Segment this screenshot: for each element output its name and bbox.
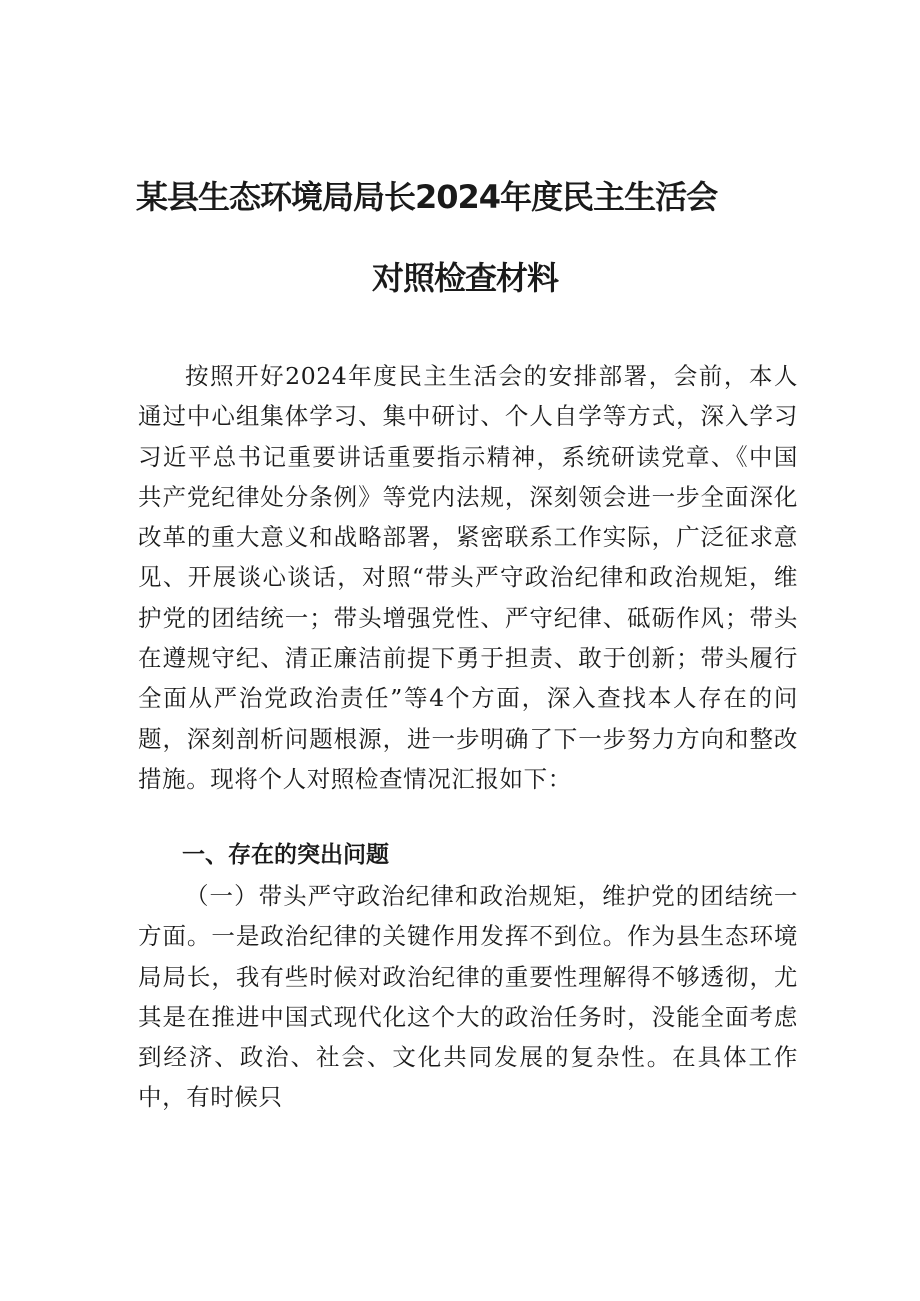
document-title-line-2: 对照检查材料 bbox=[372, 259, 559, 297]
intro-paragraph: 按照开好2024年度民主生活会的安排部署，会前，本人通过中心组集体学习、集中研讨、个人自学等方式，深入学习习近平总书记重要讲话重要指示精神，系统研读党章、《中国共产党纪律处分条例》等党内法规，深刻领会进一步全面深化改革的重大意义和战略部署，紧密联系工作实际，广泛征求意见、开展谈心谈话，对照“带头严守政治纪律和政治规矩，维护党的团结统一；带头增强党性、严守纪律、砥砺作风；带头在遵规守纪、清正廉洁前提下勇于担责、敢于创新；带头履行全面从严治党政治责任”等4个方面，深入查找本人存在的问题，深刻剖析问题根源，进一步明确了下一步努力方向和整改措施。现将个人对照检查情况汇报如下： bbox=[138, 362, 798, 793]
subsection-paragraph-political-discipline: （一）带头严守政治纪律和政治规矩，维护党的团结统一方面。一是政治纪律的关键作用发挥不到位。作为县生态环境局局长，我有些时候对政治纪律的重要性理解得不够透彻，尤其是在推进中国式现代化这个大的政治任务时，没能全面考虑到经济、政治、社会、文化共同发展的复杂性。在具体工作中，有时候只 bbox=[138, 882, 798, 1112]
document-title-line-1: 某县生态环境局局长2024年度民主生活会 bbox=[136, 178, 718, 216]
section-heading-problems: 一、存在的突出问题 bbox=[182, 842, 389, 868]
